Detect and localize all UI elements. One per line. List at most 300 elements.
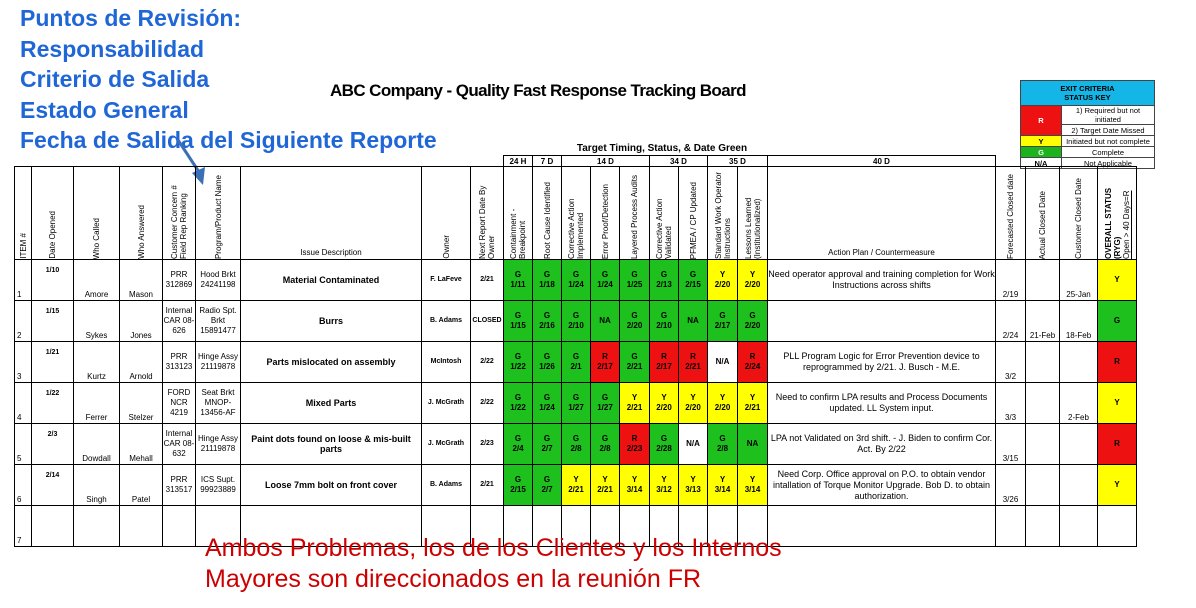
status-cell (708, 383, 738, 424)
status-code: G (749, 311, 756, 320)
customer-closed-date (1060, 342, 1098, 383)
actual-closed-date: 21-Feb (1026, 301, 1060, 342)
owner: J. McGrath (422, 424, 471, 465)
date-opened: 1/21 (32, 342, 74, 383)
col-actual-closed: Actual Closed Date (1026, 167, 1060, 260)
table-row (15, 383, 1137, 424)
status-date: 2/17 (656, 362, 672, 371)
heading-line: Fecha de Salida del Siguiente Reporte (20, 127, 437, 153)
status-cell (708, 301, 738, 342)
item-number: 5 (15, 424, 32, 465)
status-date: 2/20 (714, 403, 731, 412)
action-plan (768, 506, 996, 547)
key-code-red: R (1021, 106, 1062, 136)
forecasted-date: 2/19 (996, 260, 1026, 301)
status-cell (679, 424, 708, 465)
date-opened (32, 506, 74, 547)
status-date: 2/17 (714, 321, 731, 330)
status-cell (533, 383, 562, 424)
owner: McIntosh (422, 342, 471, 383)
status-date: 1/15 (510, 321, 526, 330)
status-cell (533, 465, 562, 506)
status-date: 1/24 (568, 280, 584, 289)
status-cell (562, 342, 591, 383)
item-number: 4 (15, 383, 32, 424)
who-called: Amore (74, 260, 120, 301)
status-code: Y (749, 393, 756, 402)
status-date: 2/8 (599, 444, 611, 453)
status-date: 2/20 (714, 280, 731, 289)
status-cell (679, 465, 708, 506)
owner: J. McGrath (422, 383, 471, 424)
status-code: Y (631, 393, 638, 402)
heading-line: Estado General (20, 96, 189, 123)
status-cell (591, 383, 620, 424)
status-date: 1/27 (568, 403, 584, 412)
col-corrective-implemented: Corrective Action Implemented (562, 167, 591, 260)
col-action-plan: Action Plan / Countermeasure (768, 167, 996, 260)
status-code: N/A (686, 439, 700, 448)
status-cell (679, 260, 708, 301)
customer-closed-date: 25-Jan (1060, 260, 1098, 301)
date-opened: 1/10 (32, 260, 74, 301)
status-date: 1/11 (510, 280, 526, 289)
status-code: G (601, 270, 609, 279)
status-date: 2/21 (744, 403, 761, 412)
status-cell (738, 342, 768, 383)
col-containment: Containment - Breakpoint (504, 167, 533, 260)
status-cell (708, 424, 738, 465)
status-cell (708, 260, 738, 301)
who-called: Ferrer (74, 383, 120, 424)
program-name: Radio Spt. Brkt 15891477 (196, 301, 241, 342)
customer-concern (163, 506, 196, 547)
status-code: Y (573, 475, 579, 484)
status-cell (620, 260, 650, 301)
status-code: Y (719, 475, 726, 484)
who-answered (120, 506, 163, 547)
item-number: 7 (15, 506, 32, 547)
table-body (15, 260, 1137, 547)
status-cell (591, 465, 620, 506)
status-cell (620, 342, 650, 383)
issue-description: Burrs (241, 301, 422, 342)
customer-closed-date (1060, 465, 1098, 506)
heading-line: Criterio de Salida (20, 66, 210, 92)
heading-line: Responsabilidad (20, 35, 205, 62)
who-answered: Stelzer (120, 383, 163, 424)
status-cell (738, 260, 768, 301)
status-code: Y (661, 475, 667, 484)
who-answered: Jones (120, 301, 163, 342)
who-answered: Mason (120, 260, 163, 301)
status-date: 3/14 (714, 485, 731, 494)
col-root-cause: Root Cause Identified (533, 167, 562, 260)
action-plan: Need operator approval and training completion for Work Instructions across shifts (768, 260, 996, 301)
table-row (15, 424, 1137, 465)
forecasted-date: 2/24 (996, 301, 1026, 342)
item-number: 1 (15, 260, 32, 301)
col-date-opened: Date Opened (32, 167, 74, 260)
status-date: 1/24 (597, 280, 613, 289)
status-date: 2/7 (541, 485, 553, 494)
status-date: 2/16 (539, 321, 555, 330)
status-date: 1/26 (539, 362, 555, 371)
customer-closed-date: 2-Feb (1060, 383, 1098, 424)
key-code-yellow: Y (1021, 136, 1062, 147)
status-date: 3/14 (744, 485, 761, 494)
status-code: G (543, 270, 551, 279)
table-row (15, 465, 1137, 506)
status-cell (504, 465, 533, 506)
status-cell (738, 383, 768, 424)
col-pfmea: PFMEA / CP Updated (679, 167, 708, 260)
issue-description: Parts mislocated on assembly (241, 342, 422, 383)
timing-title: Target Timing, Status, & Date Green (576, 143, 748, 154)
status-code: G (719, 311, 726, 320)
who-called (74, 506, 120, 547)
status-date: 2/21 (568, 485, 584, 494)
footer-line: Mayores son direccionados en la reunión FR (205, 565, 702, 593)
col-corrective-validated: Corrective Action Validated (650, 167, 679, 260)
status-code: Y (749, 270, 756, 279)
status-cell (679, 301, 708, 342)
next-report-date: 2/22 (471, 342, 504, 383)
table-row (15, 301, 1137, 342)
period-label: 14 D (562, 156, 650, 167)
forecasted-date: 3/15 (996, 424, 1026, 465)
status-date: 2/15 (510, 485, 526, 494)
status-cell (708, 342, 738, 383)
status-code: G (631, 352, 638, 361)
who-answered: Arnold (120, 342, 163, 383)
col-customer-concern: Customer Concern # Field Rep Ranking (163, 167, 196, 260)
status-code: G (514, 270, 522, 279)
status-code: G (543, 311, 551, 320)
item-number: 3 (15, 342, 32, 383)
next-report-date: CLOSED (471, 301, 504, 342)
status-code: G (543, 475, 551, 484)
item-number: 6 (15, 465, 32, 506)
status-code: NA (746, 439, 759, 448)
footer-line: Ambos Problemas, los de los Clientes y los Internos (205, 534, 782, 562)
status-cell (562, 465, 591, 506)
status-date: 2/7 (541, 444, 553, 453)
status-cell (679, 342, 708, 383)
status-cell (650, 465, 679, 506)
col-who-answered: Who Answered (120, 167, 163, 260)
status-code: G (514, 311, 522, 320)
customer-concern: Internal CAR 08-626 (163, 301, 196, 342)
actual-closed-date (1026, 465, 1060, 506)
key-desc: Initiated but not complete (1062, 136, 1155, 147)
status-code: G (601, 434, 609, 443)
program-name: Seat Brkt MNOP-13456-AF (196, 383, 241, 424)
status-date: 2/20 (626, 321, 643, 330)
actual-closed-date (1026, 342, 1060, 383)
issue-description: Material Contaminated (241, 260, 422, 301)
status-cell (504, 383, 533, 424)
status-date: 2/17 (597, 362, 613, 371)
actual-closed-date (1026, 383, 1060, 424)
status-date: 2/20 (744, 280, 761, 289)
status-date: 2/8 (570, 444, 582, 453)
status-date: 1/22 (510, 362, 526, 371)
key-code-green: G (1021, 147, 1062, 158)
status-date: 1/25 (626, 280, 643, 289)
status-cell (620, 465, 650, 506)
status-code: Y (719, 393, 726, 402)
status-date: 2/20 (656, 403, 672, 412)
date-opened: 1/22 (32, 383, 74, 424)
table-row (15, 342, 1137, 383)
status-cell (504, 342, 533, 383)
status-code: G (543, 352, 551, 361)
status-date: 2/15 (685, 280, 701, 289)
forecasted-date (996, 506, 1026, 547)
customer-concern: PRR 312869 (163, 260, 196, 301)
col-issue: Issue Description (241, 167, 422, 260)
status-cell (650, 342, 679, 383)
header-row (15, 167, 1137, 260)
status-code: Y (690, 393, 696, 402)
status-cell (504, 424, 533, 465)
status-cell (679, 383, 708, 424)
program-name: Hood Brkt 24241198 (196, 260, 241, 301)
board-title: ABC Company - Quality Fast Response Tracking Board (330, 81, 746, 100)
program-name: ICS Supt. 99923889 (196, 465, 241, 506)
status-cell (533, 260, 562, 301)
status-cell (591, 260, 620, 301)
status-code: G (572, 434, 580, 443)
status-code: Y (719, 270, 726, 279)
status-code: R (631, 434, 638, 443)
status-cell (620, 301, 650, 342)
period-label: 24 H (504, 156, 533, 167)
status-cell (738, 424, 768, 465)
status-code: G (543, 393, 551, 402)
action-plan: Need Corp. Office approval on P.O. to obtain vendor intallation of Torque Monitor Upgrade. Bob D. to obtain authorization. (768, 465, 996, 506)
status-code: G (660, 434, 668, 443)
status-code: R (661, 352, 667, 361)
col-forecasted: Forecasted Closed date (996, 167, 1026, 260)
issue-description: Paint dots found on loose & mis-built parts (241, 424, 422, 465)
item-number: 2 (15, 301, 32, 342)
status-code: G (572, 393, 580, 402)
status-cell (708, 465, 738, 506)
col-standard-work: Standard Work Operator Instructions (708, 167, 738, 260)
status-date: 2/21 (626, 362, 643, 371)
col-lessons-learned: Lessons Learned (Institutionalized) (738, 167, 768, 260)
status-code: G (660, 270, 668, 279)
period-row (15, 156, 1137, 167)
status-code: Y (631, 475, 638, 484)
issue-description: Mixed Parts (241, 383, 422, 424)
status-code: G (514, 434, 522, 443)
status-date: 3/14 (626, 485, 643, 494)
col-owner: Owner (422, 167, 471, 260)
period-label: 7 D (533, 156, 562, 167)
key-desc: 1) Required but not initiated (1062, 106, 1155, 125)
overall-status-badge (1098, 506, 1137, 547)
status-code: Y (749, 475, 756, 484)
status-date: 2/21 (626, 403, 643, 412)
program-name: Hinge Assy 21119878 (196, 424, 241, 465)
status-date: 2/10 (568, 321, 584, 330)
status-date: 2/20 (685, 403, 701, 412)
status-date: 2/21 (597, 485, 613, 494)
status-cell (591, 424, 620, 465)
actual-closed-date (1026, 260, 1060, 301)
status-cell (591, 301, 620, 342)
owner: B. Adams (422, 301, 471, 342)
overall-status-badge: G (1098, 301, 1137, 342)
status-code: G (572, 352, 580, 361)
date-opened: 2/14 (32, 465, 74, 506)
forecasted-date: 3/26 (996, 465, 1026, 506)
date-opened: 1/15 (32, 301, 74, 342)
status-code: G (601, 393, 609, 402)
who-called: Dowdall (74, 424, 120, 465)
who-answered: Patel (120, 465, 163, 506)
action-plan: LPA not Validated on 3rd shift. - J. Biden to confirm Cor. Act. By 2/22 (768, 424, 996, 465)
key-desc: Not Applicable (1062, 158, 1155, 169)
status-date: 1/24 (539, 403, 555, 412)
status-cell (591, 342, 620, 383)
next-report-date: 2/21 (471, 260, 504, 301)
issue-description: Loose 7mm bolt on front cover (241, 465, 422, 506)
status-key-header: EXIT CRITERIA STATUS KEY (1021, 81, 1155, 106)
status-code: G (572, 270, 580, 279)
status-cell (562, 424, 591, 465)
status-cell (562, 383, 591, 424)
status-code: Y (661, 393, 667, 402)
status-code: G (631, 311, 638, 320)
col-error-proof: Error Proof/Detection (591, 167, 620, 260)
status-date: 2/28 (656, 444, 672, 453)
status-code: R (749, 352, 756, 361)
overall-status-badge: Y (1098, 465, 1137, 506)
who-answered: Mehall (120, 424, 163, 465)
status-cell (562, 260, 591, 301)
status-code: Y (602, 475, 608, 484)
period-label: 34 D (650, 156, 708, 167)
status-date: 2/1 (570, 362, 582, 371)
status-date: 2/21 (685, 362, 701, 371)
status-date: 2/24 (744, 362, 761, 371)
key-code-na: N/A (1021, 158, 1062, 169)
status-code: G (660, 311, 668, 320)
overall-status-badge: Y (1098, 383, 1137, 424)
overall-status-badge: R (1098, 424, 1137, 465)
forecasted-date: 3/2 (996, 342, 1026, 383)
status-code: G (719, 434, 726, 443)
next-report-date: 2/22 (471, 383, 504, 424)
customer-concern: FORD NCR 4219 (163, 383, 196, 424)
col-overall-status: OVERALL STATUS (RYG) Open > 40 Days=R (1098, 167, 1137, 260)
actual-closed-date (1026, 506, 1060, 547)
status-code: G (514, 475, 522, 484)
status-date: 2/10 (656, 321, 672, 330)
actual-closed-date (1026, 424, 1060, 465)
status-date: 2/4 (512, 444, 524, 453)
status-date: 1/27 (597, 403, 613, 412)
footer-note (205, 533, 782, 595)
next-report-date: 2/23 (471, 424, 504, 465)
col-who-called: Who Called (74, 167, 120, 260)
status-cell (650, 383, 679, 424)
status-code: NA (599, 316, 611, 325)
status-code: R (690, 352, 696, 361)
status-cell (533, 424, 562, 465)
who-called: Sykes (74, 301, 120, 342)
status-date: 1/18 (539, 280, 555, 289)
customer-closed-date: 18-Feb (1060, 301, 1098, 342)
status-code: G (572, 311, 580, 320)
customer-closed-date (1060, 424, 1098, 465)
status-date: 2/23 (626, 444, 643, 453)
status-code: G (543, 434, 551, 443)
table-row (15, 260, 1137, 301)
status-code: NA (687, 316, 699, 325)
forecasted-date: 3/3 (996, 383, 1026, 424)
status-date: 3/13 (685, 485, 701, 494)
tracking-board-table (14, 155, 1137, 547)
status-cell (738, 301, 768, 342)
who-called: Singh (74, 465, 120, 506)
who-called: Kurtz (74, 342, 120, 383)
key-desc: 2) Target Date Missed (1062, 125, 1155, 136)
heading-line: Puntos de Revisión: (20, 5, 242, 31)
status-cell (650, 260, 679, 301)
owner: F. LaFeve (422, 260, 471, 301)
status-cell (562, 301, 591, 342)
status-code: G (689, 270, 697, 279)
overall-status-badge: R (1098, 342, 1137, 383)
program-name: Hinge Assy 21119878 (196, 342, 241, 383)
owner: B. Adams (422, 465, 471, 506)
status-cell (650, 301, 679, 342)
action-plan: PLL Program Logic for Error Prevention device to reprogrammed by 2/21. J. Busch - M.E. (768, 342, 996, 383)
customer-concern: Internal CAR 08-632 (163, 424, 196, 465)
period-label: 35 D (708, 156, 768, 167)
status-code: Y (690, 475, 696, 484)
status-cell (738, 465, 768, 506)
status-code: G (631, 270, 638, 279)
status-cell (620, 383, 650, 424)
overall-status-badge: Y (1098, 260, 1137, 301)
status-code: G (514, 352, 522, 361)
customer-closed-date (1060, 506, 1098, 547)
customer-concern: PRR 313123 (163, 342, 196, 383)
status-date: 2/13 (656, 280, 672, 289)
status-date: 1/22 (510, 403, 526, 412)
col-customer-closed: Customer Closed Date (1060, 167, 1098, 260)
status-date: 3/12 (656, 485, 672, 494)
action-plan: Need to confirm LPA results and Process Documents updated. LL System input. (768, 383, 996, 424)
status-cell (533, 301, 562, 342)
status-cell (533, 342, 562, 383)
col-program: Program/Product Name (196, 167, 241, 260)
key-desc: Complete (1062, 147, 1155, 158)
status-cell (650, 424, 679, 465)
status-cell (620, 424, 650, 465)
date-opened: 2/3 (32, 424, 74, 465)
col-layered-audits: Layered Process Audits (620, 167, 650, 260)
col-item: ITEM # (15, 167, 32, 260)
status-code: G (514, 393, 522, 402)
status-date: 2/20 (744, 321, 761, 330)
